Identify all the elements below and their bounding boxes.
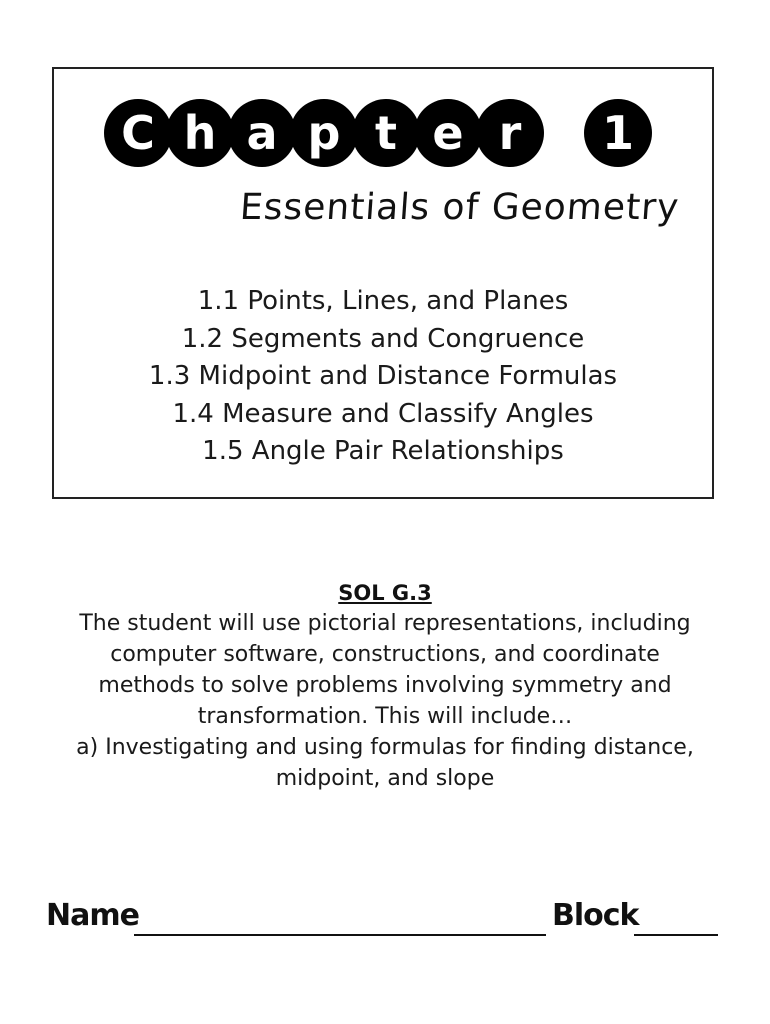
sol-line: methods to solve problems involving symmetry and <box>98 673 672 698</box>
sol-heading: SOL G.3 <box>338 581 432 605</box>
name-label: Name <box>46 898 139 933</box>
block-blank[interactable] <box>634 934 718 936</box>
chapter-letter-e: e <box>414 99 482 167</box>
chapter-letter-r: r <box>476 99 544 167</box>
title-box <box>52 67 714 499</box>
sol-line: transformation. This will include… <box>197 704 573 729</box>
sol-line: The student will use pictorial representations, including <box>79 611 691 636</box>
chapter-number: 1 <box>584 99 652 167</box>
chapter-letter-h: h <box>166 99 234 167</box>
section-item: 1.2 Segments and Congruence <box>181 323 585 354</box>
sol-line: a) Investigating and using formulas for finding distance, <box>76 735 694 760</box>
section-item: 1.1 Points, Lines, and Planes <box>197 286 569 316</box>
chapter-letter-a: a <box>228 99 296 167</box>
section-item: 1.4 Measure and Classify Angles <box>172 398 594 429</box>
chapter-letter-t: t <box>352 99 420 167</box>
chapter-subtitle: Essentials of Geometry <box>238 187 681 228</box>
sol-line: midpoint, and slope <box>275 766 495 791</box>
sol-line: computer software, constructions, and coordinate <box>110 642 660 667</box>
section-list <box>54 283 712 471</box>
chapter-letter-p: p <box>290 99 358 167</box>
chapter-heading <box>104 99 664 169</box>
sol-block <box>40 578 730 794</box>
section-item: 1.3 Midpoint and Distance Formulas <box>148 361 618 391</box>
student-info-line <box>46 898 726 942</box>
block-label: Block <box>552 898 639 933</box>
chapter-letter-c: C <box>104 99 172 167</box>
section-item: 1.5 Angle Pair Relationships <box>202 436 564 466</box>
name-blank[interactable] <box>134 934 546 936</box>
